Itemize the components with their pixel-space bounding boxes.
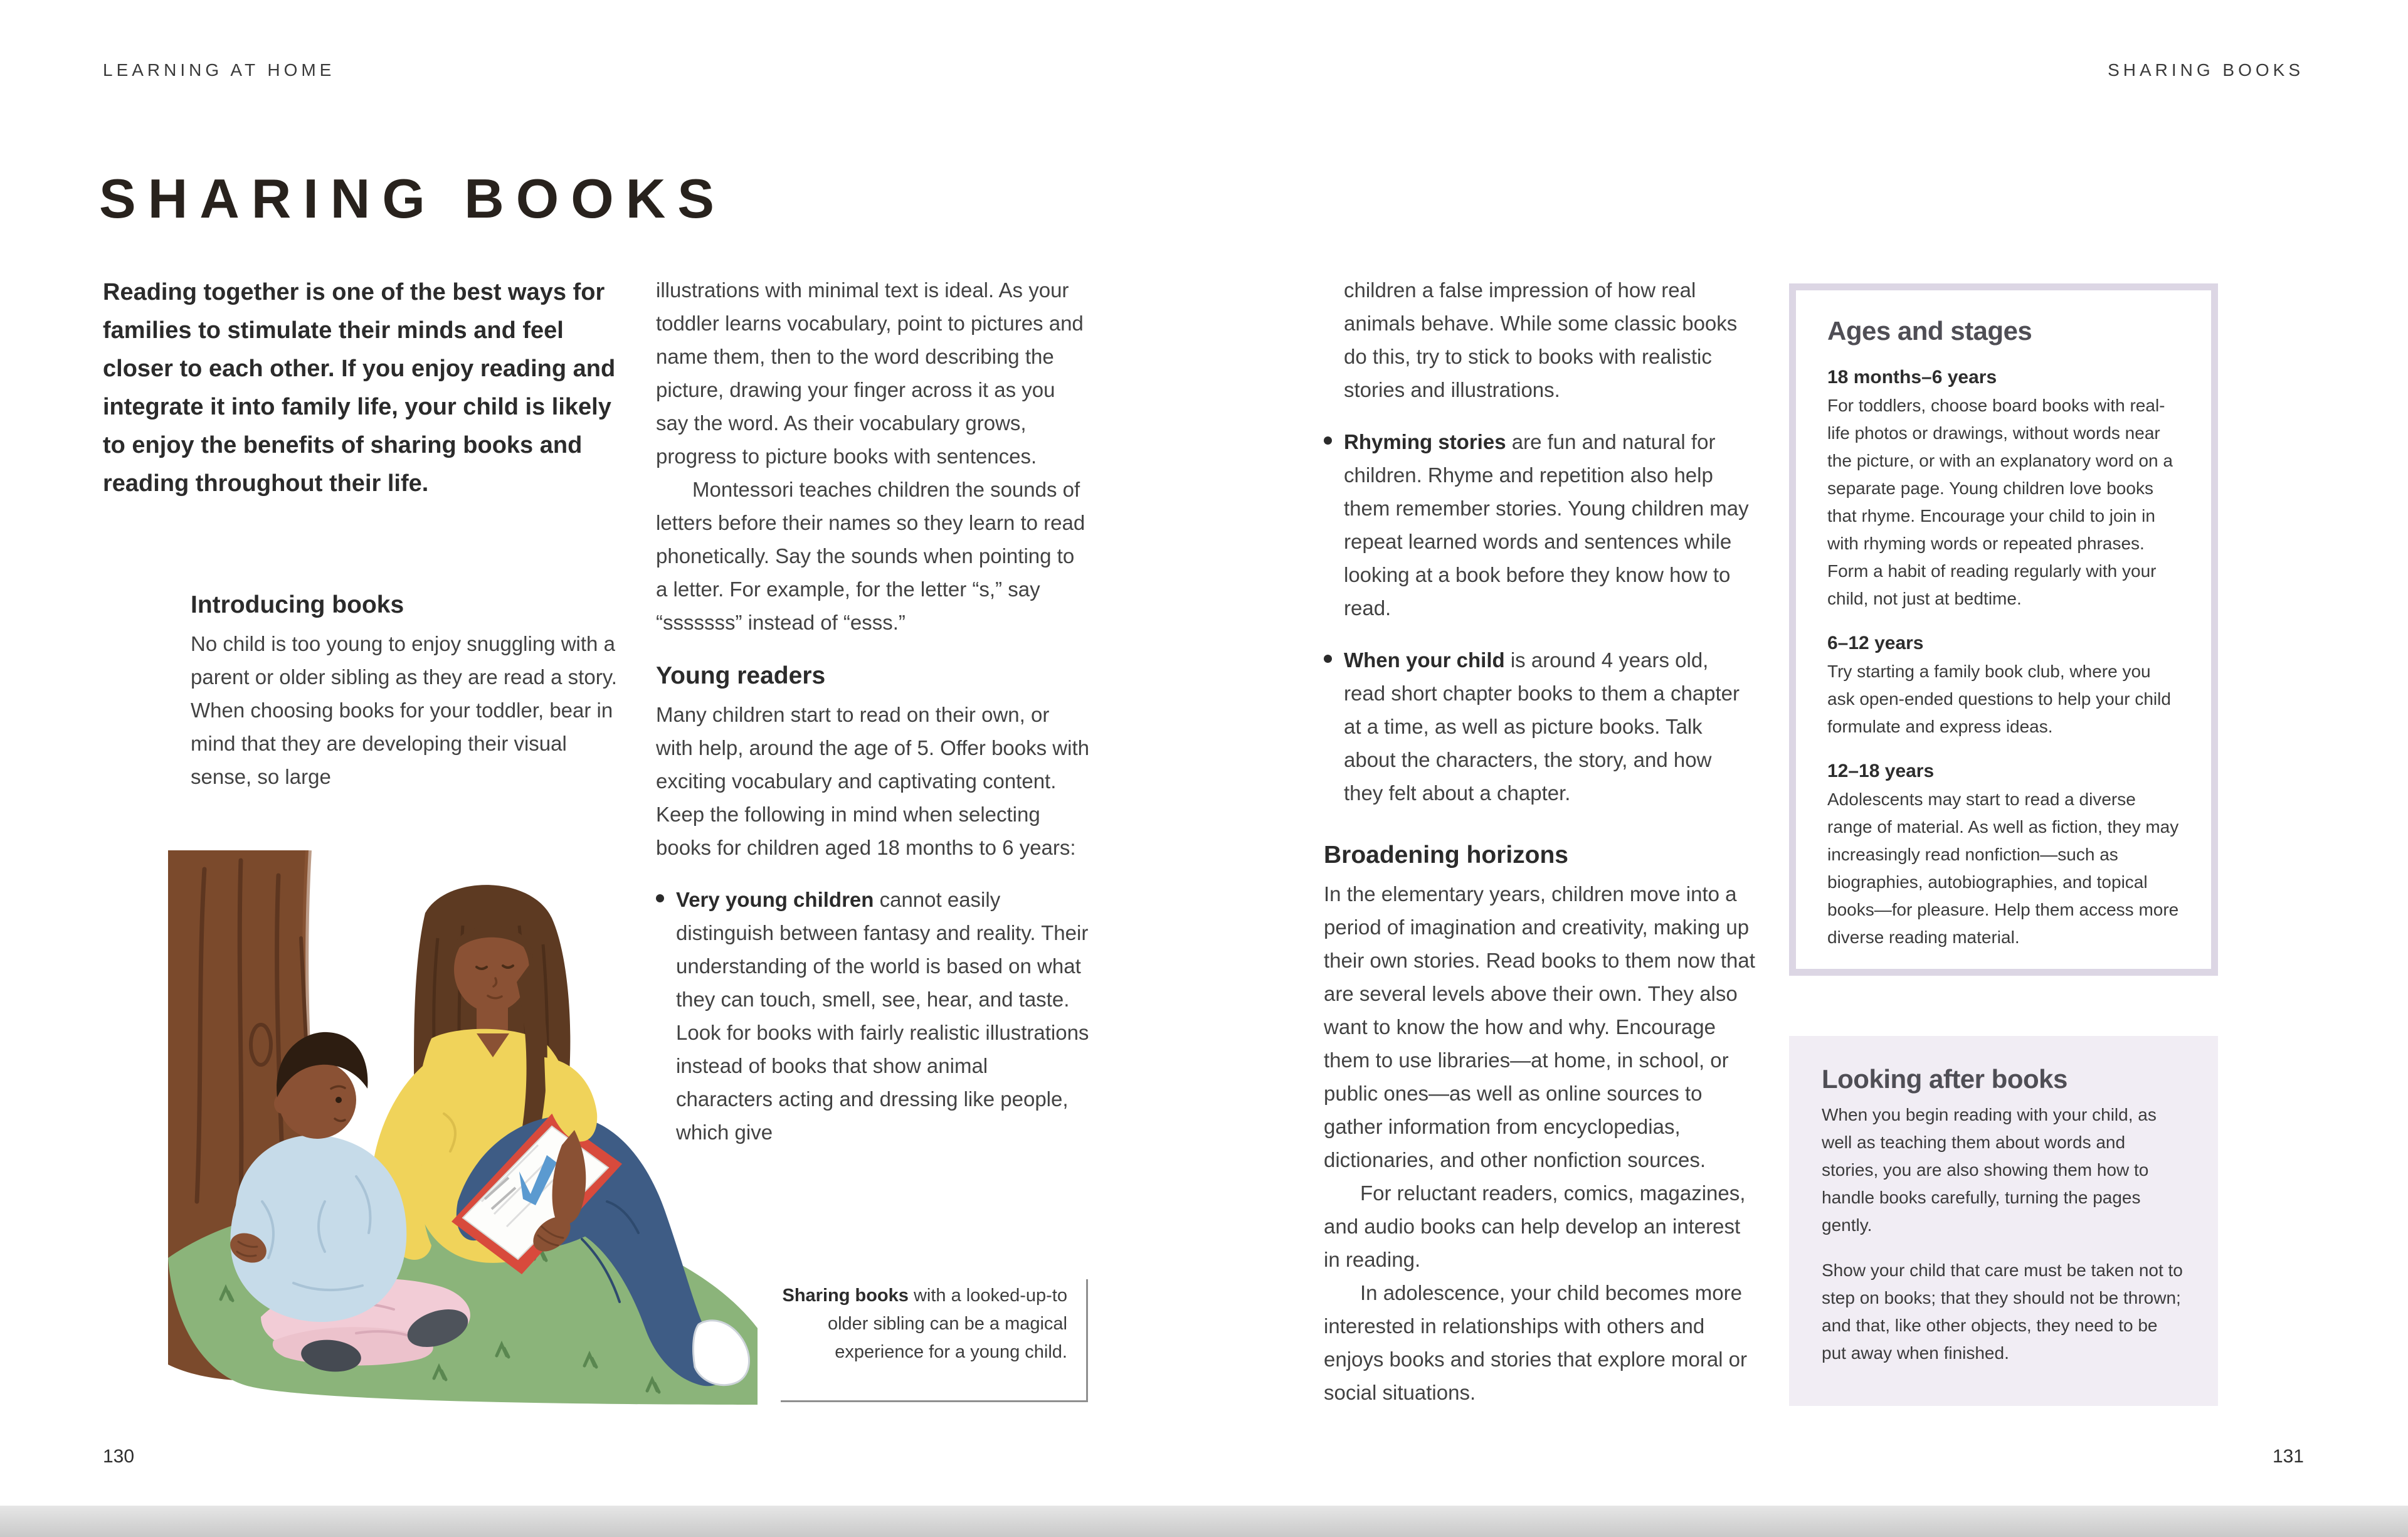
- page-number-left: 130: [103, 1446, 135, 1467]
- introducing-books-paragraph: No child is too young to enjoy snuggling with a parent or older sibling as they are read a story. When choosing books for your toddler, bear in mind that they are developing their visual sense, so large: [191, 632, 617, 788]
- bullet-list: [656, 883, 1090, 1149]
- intro-paragraph: Reading together is one of the best ways for families to stimulate their minds and feel closer to each other. If you enjoy reading and integrate it into family life, your child is likely to enjoy the benefits of sharing books and reading throughout their life.: [103, 279, 616, 497]
- ages-section-title: 6–12 years: [1827, 633, 1924, 653]
- bullet-lead: Very young children: [676, 888, 874, 911]
- ages-section-title: 12–18 years: [1827, 761, 1935, 781]
- bullet-dot: [656, 894, 664, 902]
- bullet-lead: When your child: [1344, 648, 1505, 672]
- column-3: [1324, 273, 1755, 1409]
- caption-lead: Sharing books: [782, 1286, 909, 1306]
- bullet-text: cannot easily distinguish between fantasy and reality. Their understanding of the world is based on what they can touch, smell, see, hear, and taste. Look for books with fairly realistic illustrations instead of books that show animal characters acting and dressing like people, which give: [676, 888, 1089, 1144]
- bullet-very-young-children: [656, 883, 1090, 1149]
- bullet-when-your-child: [1324, 643, 1755, 810]
- caption-text: with a looked-up-to older sibling can be a magical experience for a young child.: [827, 1286, 1067, 1362]
- page-bottom-edge: [0, 1506, 2408, 1537]
- bullet-dot: [1324, 436, 1332, 445]
- column-2: [656, 273, 1090, 1149]
- ages-and-stages-box: [1789, 283, 2218, 976]
- bullet-dot: [1324, 655, 1332, 663]
- ages-section-title: 18 months–6 years: [1827, 367, 1997, 388]
- ages-section-body: For toddlers, choose board books with real-life photos or drawings, without words near the picture, or with an explanatory word on a separate page. Young children love books that rhyme. Encourage your child to join in with rhyming words or repeated phrases. Form a habit of reading regularly with your child, not just at bedtime.: [1827, 396, 2173, 608]
- bullet-text: are fun and natural for children. Rhyme and repetition also help them remember stories. Young children may repeat learned words and sentences while looking at a book before they know how to read.: [1344, 430, 1749, 620]
- ages-section-body: Try starting a family book club, where you ask open-ended questions to help your child formulate and express ideas.: [1827, 662, 2171, 736]
- image-caption-box: [781, 1279, 1088, 1402]
- para-young-readers: Many children start to read on their own, or with help, around the age of 5. Offer books with exciting vocabulary and captivating content. Keep the following in mind when selecting books for children aged 18 months to 6 years:: [656, 703, 1089, 859]
- care-box-paragraph: Show your child that care must be taken not to step on books; that they should not be thrown; and that, like other objects, they need to be put away when finished.: [1822, 1260, 2183, 1363]
- image-caption: [781, 1279, 1086, 1366]
- bullet-list: [1324, 425, 1755, 810]
- para-illustrations: illustrations with minimal text is ideal. As your toddler learns vocabulary, point to pictures and name them, then to the word describing the picture, drawing your finger across it as you say the word. As their vocabulary grows, progress to picture books with sentences.: [656, 278, 1084, 468]
- care-box-paragraph: When you begin reading with your child, as well as teaching them about words and stories, you are also showing them how to handle books carefully, turning the pages gently.: [1822, 1105, 2157, 1235]
- para-continuation: children a false impression of how real animals behave. While some classic books do this, try to stick to books with realistic stories and illustrations.: [1344, 278, 1738, 401]
- page-number-right: 131: [2272, 1446, 2304, 1467]
- para-elementary-years: In the elementary years, children move into a period of imagination and creativity, making up their own stories. Read books to them now that are several levels above their own. They also want to know the how and why. Encourage them to use libraries—at home, in school, or public ones—as well as online sources to gather information from encyclopedias, dictionaries, and other nonfiction sources.: [1324, 882, 1755, 1171]
- para-montessori: Montessori teaches children the sounds of letters before their names so they learn to read phonetically. Say the sounds when pointing to a letter. For example, for the letter “s,” say “sssssss” instead of “esss.”: [656, 478, 1085, 634]
- young-readers-heading: Young readers: [656, 662, 826, 689]
- bullet-text: is around 4 years old, read short chapter books to them a chapter at a time, as well as picture books. Talk about the characters, the story, and how they felt about a chapter.: [1344, 648, 1740, 805]
- section-introducing-books: [191, 591, 633, 793]
- bullet-lead: Rhyming stories: [1344, 430, 1506, 453]
- running-head-left: LEARNING AT HOME: [103, 60, 335, 80]
- broadening-horizons-heading: Broadening horizons: [1324, 842, 1568, 869]
- introducing-books-heading: Introducing books: [191, 591, 404, 618]
- running-head-right: SHARING BOOKS: [2108, 60, 2304, 80]
- para-adolescence: In adolescence, your child becomes more interested in relationships with others and enjoys books and stories that explore moral or social situations.: [1324, 1281, 1748, 1404]
- bullet-rhyming-stories: [1324, 425, 1755, 625]
- looking-after-books-box: [1789, 1036, 2218, 1406]
- ages-section-body: Adolescents may start to read a diverse range of material. As well as fiction, they may increasingly read nonfiction—such as biographies, autobiographies, and topical books—for pleasure. Help them access more diverse reading material.: [1827, 790, 2179, 947]
- care-box-heading: Looking after books: [1822, 1064, 2067, 1094]
- para-reluctant-readers: For reluctant readers, comics, magazines, and audio books can help develop an interest in reading.: [1324, 1181, 1746, 1271]
- ages-box-heading: Ages and stages: [1827, 316, 2032, 346]
- page-title: SHARING BOOKS: [99, 167, 726, 230]
